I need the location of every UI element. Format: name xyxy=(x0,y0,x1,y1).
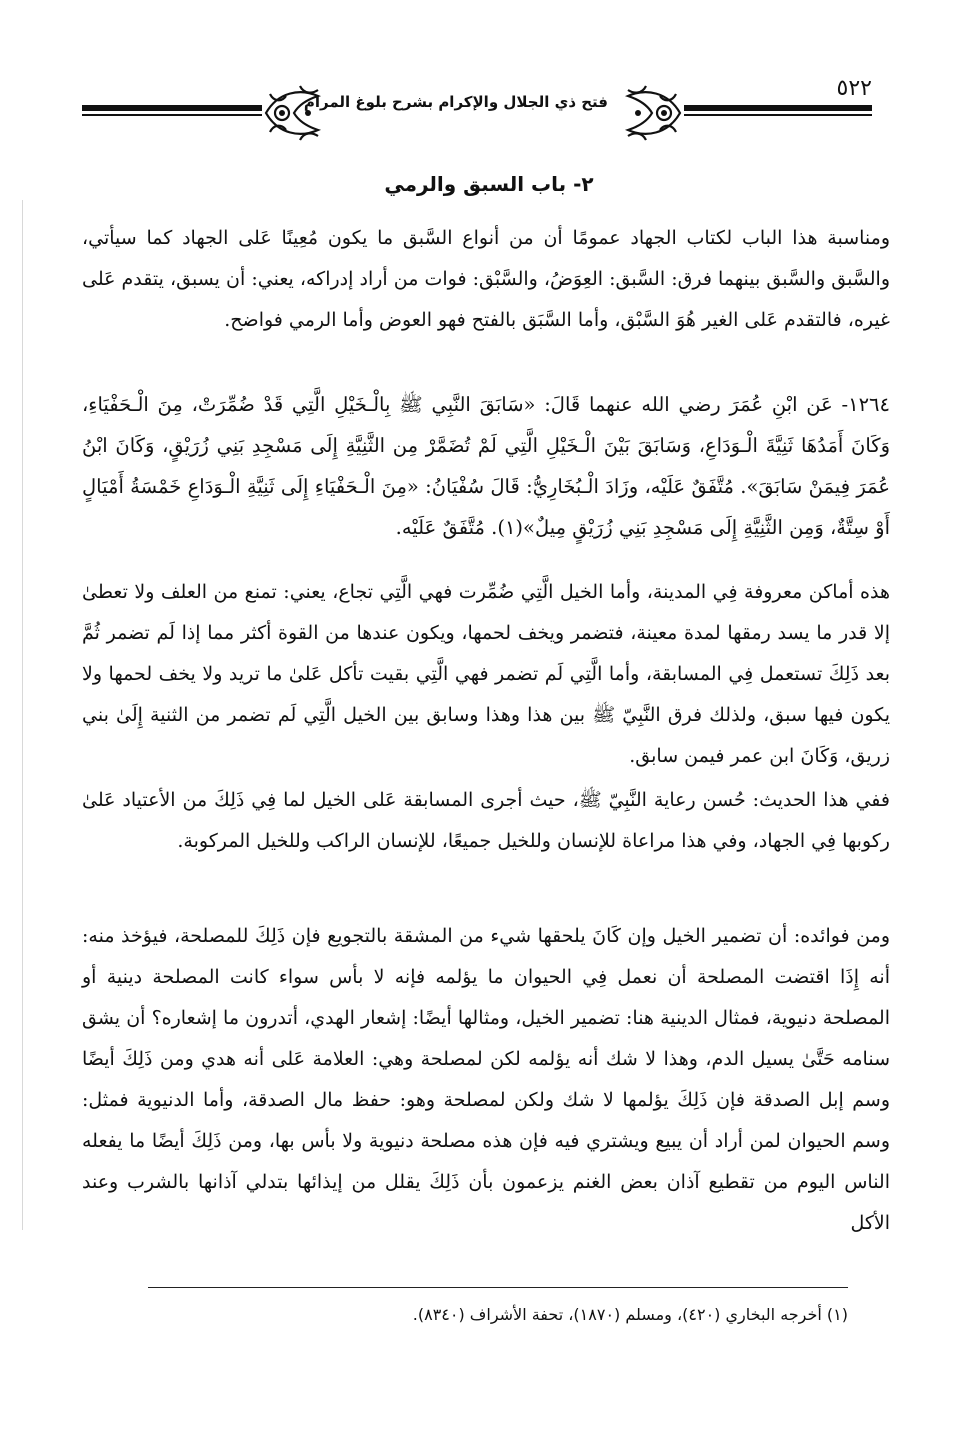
scan-edge-line xyxy=(22,200,23,1230)
section-heading: ٢- باب السبق والرمي xyxy=(384,172,594,196)
footnote-separator xyxy=(148,1287,848,1288)
intro-paragraph: ومناسبة هذا الباب لكتاب الجهاد عمومًا أن من أنواع السَّبق ما يكون مُعِينًا عَلى الجهاد كما سيأتي، والسَّبق والسَّبق بينهما فرق: السَّبق: العِوَضُ، والسَّبْق: فوات من أراد إدراكه، يعني: أن يسبق، يتقدم عَلى غيره، فالتقدم عَلى الغير هُوَ السَّبْق، وأما السَّبَق بالفتح فهو العوض وأما الرمي فواضح. xyxy=(82,227,890,331)
header-rule-left-thin xyxy=(82,114,262,116)
page-header xyxy=(82,70,872,140)
header-rule-left-thick xyxy=(82,105,262,111)
book-title: فتح ذي الجلال والإكرام بشرح بلوغ المرام xyxy=(303,93,608,111)
left-ornament-icon xyxy=(260,82,324,144)
hadith-paragraph: ١٢٦٤- عَن ابْنِ عُمَرَ رضي الله عنهما قَالَ: «سَابَقَ النَّبِي ﷺ بِالْـخَيْلِ الَّتِي قَدْ ضُمِّرَتْ، مِنَ الْـحَفْيَاءِ، وَكَانَ أَمَدُهَا ثَنِيَّةَ الْـوَدَاعِ، وَسَابَقَ بَيْنَ الْـخَيْلِ الَّتِي لَمْ تُضَمَّرْ مِن الثَّنِيَّةِ إِلَى مَسْجِدِ بَنِي زُرَيْقٍ، وَكَانَ ابْنُ عُمَرَ فِيمَنْ سَابَقَ». مُتَّفَقٌ عَلَيْه، وزَادَ الْـبُخَارِيُّ: قَالَ سُفْيَانُ: «مِنَ الْـحَفْيَاءِ إِلَى ثَنِيَّةِ الْـوَدَاعِ خَمْسَةُ أَمْيَالٍ أَوْ سِتَّةٌ، وَمِن الثَّنِيَّةِ إِلَى مَسْجِدِ بَنِي زُرَيْقٍ مِيلٌ»(١). مُتَّفَقٌ عَلَيْه. xyxy=(82,393,890,539)
page-number: ٥٢٢ xyxy=(836,76,872,101)
benefit-paragraph-1: ففي هذا الحديث: حُسن رعاية النَّبِيّ ﷺ، حيث أجرى المسابقة عَلى الخيل لما فِي ذَلِكَ من الأعتياد عَلىٰ ركوبها فِي الجهاد، وفي هذا مراعاة للإنسان وللخيل جميعًا، للإنسان الراكب وللخيل المركوبة. xyxy=(82,789,890,852)
right-ornament-icon xyxy=(622,82,686,144)
explanation-paragraph: هذه أماكن معروفة فِي المدينة، وأما الخيل الَّتِي ضُمِّرت فهي الَّتِي تجاع، يعني: تمنع من العلف ولا تعطىٰ إلا قدر ما يسد رمقها لمدة معينة، فتضمر ويخف لحمها، ويكون عندها من القوة أكثر مما إذا لَم تضمر ثُمَّ بعد ذَلِكَ تستعمل فِي المسابقة، وأما الَّتِي لَم تضمر فهي الَّتِي بقيت تأكل عَلىٰ ما تريد ولا يخف لحمها ولا يكون فيها سبق، ولذلك فرق النَّبِيّ ﷺ بين هذا وهذا وسابق بين الخيل الَّتِي لَم تضمر من الثنية إِلَىٰ بني زريق، وَكَانَ ابن عمر فيمن سابق. xyxy=(82,581,890,767)
benefit-paragraph-2: ومن فوائده: أن تضمير الخيل وإن كَانَ يلحقها شيء من المشقة بالتجويع فإن ذَلِكَ للمصلحة، فيؤخذ منه: أنه إِذَا اقتضت المصلحة أن نعمل فِي الحيوان ما يؤلمه فإنه لا بأس سواء كانت المصلحة دينية أو المصلحة دنيوية، فمثال الدينية هنا: تضمير الخيل، ومثالها أيضًا: إشعار الهدي، أتدرون ما إشعاره؟ أن يشق سنامه حَتَّىٰ يسيل الدم، وهذا لا شك أنه يؤلمه لكن لمصلحة وهي: العلامة عَلى أنه هدي ومن ذَلِكَ أيضًا وسم إبل الصدقة فإن ذَلِكَ يؤلمها لا شك ولكن لمصلحة وهو: حفظ مال الصدقة، وأما الدنيوية فمثل: وسم الحيوان لمن أراد أن يبيع ويشتري فيه فإن هذه مصلحة دنيوية ولا بأس بها، ومن ذَلِكَ أيضًا ما يفعله الناس اليوم من تقطيع آذان بعض الغنم يزعمون بأن ذَلِكَ يقلل من إيذائها بتدلي آذانها بالشرب وعند الأكل xyxy=(82,925,890,1234)
footnote: (١) أخرجه البخاري (٤٢٠)، ومسلم (١٨٧٠)، تحفة الأشراف (٨٣٤٠). xyxy=(412,1305,848,1324)
header-rule-right-thick xyxy=(684,105,872,111)
header-rule-right-thin xyxy=(684,114,872,116)
